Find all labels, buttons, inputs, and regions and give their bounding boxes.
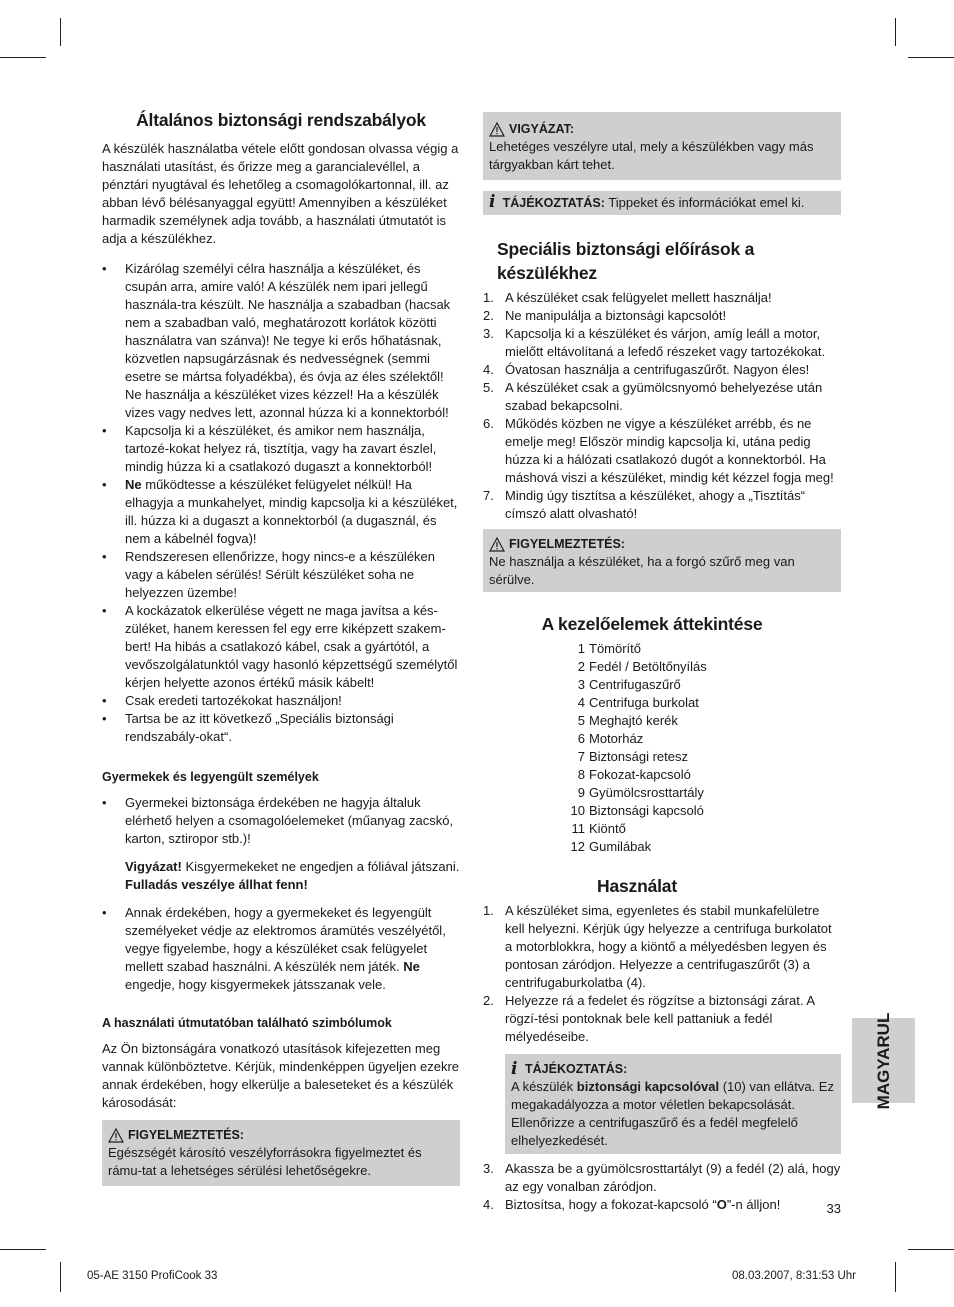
right-column: [483, 112, 841, 1214]
info-i-icon: i: [489, 192, 496, 212]
part-number: 8: [577, 767, 585, 782]
info-text: Tippeket és információkat emel ki.: [604, 195, 805, 210]
crop-mark: [895, 18, 896, 46]
part-number: 5: [577, 713, 585, 728]
part-label: Meghajtó kerék: [589, 713, 678, 728]
list-item: [483, 784, 841, 802]
symbols-paragraph: Az Ön biztonságára vonatkozó utasítások kifejezetten meg vannak különböztetve. Kérjük, mindenképpen ügyeljen ezekre annak érdekében, hogy elkerülje a baleseteket és a készülék károsodását:: [102, 1041, 460, 1110]
part-label: Centrifugaszűrő: [589, 677, 681, 692]
warning-text: Ne használja a készüléket, ha a forgó szűrő meg van sérülve.: [489, 554, 795, 587]
part-label: Kiöntő: [589, 821, 626, 836]
crop-mark: [0, 1249, 46, 1250]
list-item: • Gyermekei biztonsága érdekében ne hagyja általuk elérhető helyen a csomagolóelemeket (műanyag zacskó, karton, sztiropor stb.)!: [102, 794, 460, 848]
parts-list: [483, 640, 841, 856]
info-i-icon: i: [511, 1059, 518, 1079]
info-text: [511, 1078, 835, 1150]
list-item: [483, 676, 841, 694]
part-number: 9: [577, 785, 585, 800]
item-number: 1.: [483, 290, 494, 305]
part-number: 2: [577, 659, 585, 674]
list-item: [102, 904, 460, 994]
list-item-text: Mindig úgy tisztítsa a készüléket, ahogy a „Tisztítás“ címszó alatt olvasható!: [505, 488, 806, 521]
part-label: Gumilábak: [589, 839, 652, 854]
list-item: [483, 1160, 841, 1196]
warning-text: Egészségét károsító veszélyforrásokra figyelmeztet és rámu-tat a lehetséges sérülési lehetőségekre.: [108, 1145, 422, 1178]
list-item: • Kizárólag személyi célra használja a készüléket, és csupán arra, amire való! A készülék nem ipari jellegű használa-tra készült. Ne használja a szabadban (hacsak nem a szabadban való, meghatározott korlátok közötti használatra van szánva)! Ne tegye ki erős hőhatásnak, közvetlen napsugárzásnak és nedvességnek (semmi esetre se mártsa folyadékba), és óvja az éles szélektől! Ne használja a készüléket vizes kézzel! Ha a készülék vizes vagy nedves lett, azonnal húzza ki a konnektorból!: [102, 260, 460, 422]
safety-bullet-list: [102, 260, 460, 746]
item-number: 2.: [483, 993, 494, 1008]
item-number: 4.: [483, 362, 494, 377]
list-item: [483, 415, 841, 487]
children-list-2: [102, 904, 460, 994]
warning-box-head: [489, 535, 835, 553]
left-column: [102, 108, 460, 1186]
part-label: Centrifuga burkolat: [589, 695, 699, 710]
list-item-text: Helyezze rá a fedelet és rögzítse a biztonsági zárat. A rögzí-tési pontoknak bele kell pattaniuk a fedél mélyedéseibe.: [505, 993, 815, 1044]
list-item: [483, 766, 841, 784]
list-item-text: Működés közben ne vigye a készüléket arrébb, és ne emelje meg! Először mindig kapcsolja ki, utána pedig húzza ki a hálózati csatlakozó dugót a konnektorból. Ha máshová viszi a készüléket, mindig két kézzel fogja meg!: [505, 416, 834, 485]
list-item-text: Akassza be a gyümölcsrosttartályt (9) a fedél (2) alá, hogy az egy vonalban záródjon.: [505, 1161, 841, 1194]
part-number: 10: [570, 803, 585, 818]
part-number: 7: [577, 749, 585, 764]
crop-mark: [908, 57, 954, 58]
list-item-text: működtesse a készüléket felügyelet nélkül! Ha elhagyja a munkahelyet, mindig kapcsolja ki a készüléket, ill. húzza ki a dugaszt a konnektorból (a dugasznál, és nem a kábelnél fogva)!: [125, 477, 458, 546]
item-number: 6.: [483, 416, 494, 431]
list-item-text: A készüléket csak felügyelet mellett használja!: [505, 290, 772, 305]
part-number: 6: [577, 731, 585, 746]
section-title-parts: A kezelőelemek áttekintése: [541, 614, 763, 634]
warning-label: FIGYELMEZTETÉS:: [128, 1128, 244, 1142]
part-number: 1: [577, 641, 585, 656]
item-number: 7.: [483, 488, 494, 503]
page-number: 33: [826, 1201, 841, 1216]
list-item: [483, 361, 841, 379]
list-item: [102, 476, 460, 548]
list-item-text: Biztosítsa, hogy a fokozat-kapcsoló “: [505, 1197, 717, 1212]
usage-list-2: [483, 1160, 841, 1214]
item-number: 4.: [483, 1197, 494, 1212]
item-number: 2.: [483, 308, 494, 323]
info-box: [505, 1054, 841, 1154]
list-item: [483, 748, 841, 766]
list-item: [483, 640, 841, 658]
list-item: [483, 325, 841, 361]
info-text-part: (10) van ellátva. Ez megakadályozza a motor véletlen bekapcsolását. Ellenőrizze a centrifugaszűrő és a fedél megfelelő elhelyezkedését.: [511, 1079, 834, 1148]
list-item: [483, 712, 841, 730]
caution-box-head: [489, 120, 835, 138]
crop-mark: [60, 1262, 61, 1292]
symbols-heading: A használati útmutatóban található szimbólumok: [102, 1016, 392, 1030]
bold-text: Fulladás veszélye állhat fenn!: [125, 877, 308, 892]
intro-paragraph: A készülék használatba vétele előtt gondosan olvassa végig a használati utasítást, és őrizze meg a garancialevéllel, a pénztári nyugtával és lehetőleg a csomagolókartonnal, ill. az abban lévő bélésanyaggal együtt! Amennyiben a készüléket harmadik személynek adja tovább, a használati útmutatót is adja a készülékhez.: [102, 141, 459, 246]
children-heading: Gyermekek és legyengült személyek: [102, 770, 319, 784]
item-number: 5.: [483, 380, 494, 395]
warning-triangle-icon: [489, 537, 505, 552]
vigyazat-note: [102, 858, 460, 894]
part-label: Biztonsági retesz: [589, 749, 688, 764]
list-item: [483, 838, 841, 856]
list-item: [483, 379, 841, 415]
part-label: Motorház: [589, 731, 644, 746]
list-item-text: Óvatosan használja a centrifugaszűrőt. Nagyon éles!: [505, 362, 810, 377]
bold-text: O: [716, 1197, 727, 1212]
item-number: 1.: [483, 903, 494, 918]
caution-label: VIGYÁZAT:: [509, 122, 575, 136]
section-title-general-safety: Általános biztonsági rendszabályok: [136, 110, 426, 130]
info-text-part: A készülék: [511, 1079, 577, 1094]
part-label: Fedél / Betöltőnyílás: [589, 659, 707, 674]
part-label: Biztonsági kapcsoló: [589, 803, 704, 818]
bold-text: Ne: [403, 959, 420, 974]
list-item: [483, 307, 841, 325]
list-item: [483, 992, 841, 1046]
children-list: [102, 794, 460, 848]
info-box: [483, 191, 841, 215]
caution-box: [483, 112, 841, 180]
warning-triangle-icon: [489, 122, 505, 137]
caution-text: Lehetéges veszélyre utal, mely a készülékben vagy más tárgyakban kárt tehet.: [489, 139, 814, 172]
crop-mark: [60, 18, 61, 46]
warning-box-head: [108, 1126, 454, 1144]
list-item: • Csak eredeti tartozékokat használjon!: [102, 692, 460, 710]
list-item: • Tartsa be az itt következő „Speciális biztonsági rendszabály-okat“.: [102, 710, 460, 746]
part-number: 12: [570, 839, 585, 854]
note-text: Kisgyermekeket ne engedjen a fóliával játszani.: [181, 859, 460, 874]
warning-box: [102, 1120, 460, 1186]
item-number: 3.: [483, 326, 494, 341]
list-item: [483, 1196, 841, 1214]
list-item-text: Annak érdekében, hogy a gyermekeket és legyengült személyeket védje az elektromos áramütés veszélyétől, vegye figyelembe, hogy a készüléket csak felügyelet mellett szabad használni. A készülék nem játék.: [125, 905, 446, 974]
warning-label: FIGYELMEZTETÉS:: [509, 537, 625, 551]
footer-right: 08.03.2007, 8:31:53 Uhr: [731, 1270, 856, 1282]
list-item: [483, 487, 841, 523]
info-box-head: [511, 1060, 835, 1078]
section-title-usage: Használat: [597, 876, 677, 896]
warning-box: [483, 529, 841, 592]
bold-text: biztonsági kapcsolóval: [576, 1079, 720, 1094]
crop-mark: [895, 1262, 896, 1292]
list-item: [483, 820, 841, 838]
crop-mark: [0, 57, 46, 58]
list-item: [483, 658, 841, 676]
item-number: 3.: [483, 1161, 494, 1176]
warning-triangle-icon: [108, 1128, 124, 1143]
part-number: 11: [571, 821, 585, 836]
list-item-text: ”-n álljon!: [726, 1197, 781, 1212]
list-item: [483, 694, 841, 712]
special-safety-list: [483, 289, 841, 523]
list-item: [483, 289, 841, 307]
bold-text: Ne: [125, 477, 142, 492]
footer-left: 05-AE 3150 ProfiCook 33: [87, 1270, 218, 1282]
list-item: [483, 730, 841, 748]
list-item: [483, 802, 841, 820]
part-label: Gyümölcsrosttartály: [589, 785, 704, 800]
part-number: 4: [577, 695, 585, 710]
section-title-special-safety: Speciális biztonsági előírások a készülékhez: [497, 239, 755, 283]
info-label: TÁJÉKOZTATÁS:: [502, 196, 605, 210]
crop-mark: [908, 1249, 954, 1250]
language-side-tab: [852, 1012, 915, 1109]
part-label: Fokozat-kapcsoló: [589, 767, 691, 782]
usage-list: [483, 902, 841, 1046]
bold-text: Vigyázat!: [125, 859, 182, 874]
list-item-text: A készüléket csak a gyümölcsnyomó behelyezése után szabad bekapcsolni.: [505, 380, 823, 413]
list-item: • Kapcsolja ki a készüléket, és amikor nem használja, tartozé-kokat helyez rá, tisztítja, vagy ha zavart észlel, mindig húzza ki a csatlakozó dugaszt a konnektorból!: [102, 422, 460, 476]
part-label: Tömörítő: [589, 641, 642, 656]
language-label: MAGYARUL: [873, 1012, 893, 1109]
list-item-text: A készüléket sima, egyenletes és stabil munkafelületre kell helyezni. Kérjük úgy helyezze a centrifuga burkolatot a motorblokkra, hogy a kiöntő a mélyedésben legyen és pontosan záródjon. Helyezze a centrifugaszűrőt (3) a centrifugaburkolatba (4).: [505, 903, 832, 990]
list-item: • A kockázatok elkerülése végett ne maga javítsa a kés-züléket, hanem keressen fel egy erre kiképzett szakem-bert! Ha hibás a csatlakozó kábel, csak a gyártótól, a vevőszolgálatunktól vagy hasonló képzettségű személytől kérjen helyette azonos értékű másik kábelt!: [102, 602, 460, 692]
list-item: [483, 902, 841, 992]
list-item: • Rendszeresen ellenőrizze, hogy nincs-e a készüléken vagy a kábelen sérülés! Sérült készüléket soha ne helyezzen üzembe!: [102, 548, 460, 602]
list-item-text: engedje, hogy kisgyermekek játsszanak vele.: [125, 977, 386, 992]
info-label: TÁJÉKOZTATÁS:: [525, 1062, 628, 1076]
part-number: 3: [577, 677, 585, 692]
list-item-text: Kapcsolja ki a készüléket és várjon, amíg leáll a motor, mielőtt eltávolítaná a lefedő részeket vagy tartozékokat.: [505, 326, 826, 359]
list-item-text: Ne manipulálja a biztonsági kapcsolót!: [505, 308, 727, 323]
